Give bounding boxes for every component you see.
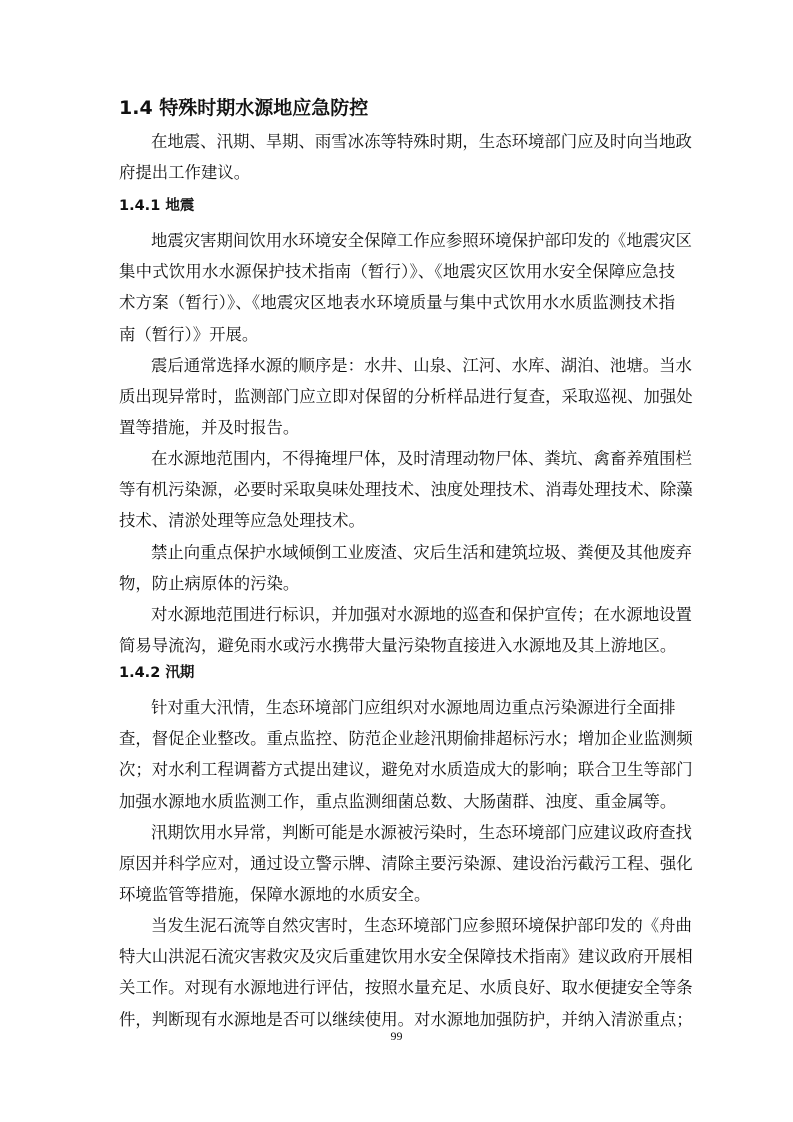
text-line: 质出现异常时，监测部门应立即对保留的分析样品进行复查，采取巡视、加强处	[119, 387, 693, 407]
text-line: 术方案（暂行）》、《地震灾区地表水环境质量与集中式饮用水水质监测技术指	[119, 293, 675, 313]
text-line: 技术、清淤处理等应急处理技术。	[119, 511, 365, 531]
text-line: 次；对水利工程调蓄方式提出建议，避免对水质造成大的影响；联合卫生等部门	[119, 760, 693, 780]
text-line: 集中式饮用水水源保护技术指南（暂行）》、《地震灾区饮用水安全保障应急技	[119, 262, 675, 282]
text-line: 对水源地范围进行标识，并加强对水源地的巡查和保护宣传；在水源地设置	[151, 605, 692, 624]
text-line: 简易导流沟，避免雨水或污水携带大量污染物直接进入水源地及其上游地区。	[119, 636, 677, 656]
subsection-heading-flood: 1.4.2 汛期	[119, 665, 195, 681]
text-line: 当发生泥石流等自然灾害时，生态环境部门应参照环境保护部印发的《舟曲	[151, 916, 692, 935]
paragraph	[119, 225, 692, 350]
text-line: 在地震、汛期、旱期、雨雪冰冻等特殊时期，生态环境部门应及时向当地政	[151, 132, 692, 151]
text-line: 府提出工作建议。	[119, 163, 251, 183]
text-line: 原因并科学应对，通过设立警示牌、清除主要污染源、建设治污截污工程、强化	[119, 854, 693, 874]
text-line: 震后通常选择水源的顺序是：水井、山泉、江河、水库、湖泊、池塘。当水	[151, 356, 692, 375]
text-line: 等有机污染源，必要时采取臭味处理技术、浊度处理技术、消毒处理技术、除藻	[119, 480, 693, 500]
paragraph	[119, 443, 693, 537]
text-line: 地震灾害期间饮用水环境安全保障工作应参照环境保护部印发的《地震灾区	[151, 231, 692, 250]
subsection-heading-earthquake: 1.4.1 地震	[119, 198, 195, 214]
page-number: 99	[390, 1029, 403, 1043]
text-line: 汛期饮用水异常，判断可能是水源被污染时，生态环境部门应建议政府查找	[151, 823, 692, 842]
paragraph	[119, 350, 693, 444]
text-line: 在水源地范围内，不得掩埋尸体，及时清理动物尸体、粪坑、禽畜养殖围栏	[151, 449, 692, 468]
text-line: 件，判断现有水源地是否可以继续使用。对水源地加强防护，并纳入清淤重点；	[119, 1009, 693, 1029]
paragraph	[119, 537, 692, 599]
intro-paragraph	[119, 126, 692, 188]
paragraph	[119, 692, 693, 817]
section-heading: 1.4 特殊时期水源地应急防控	[119, 97, 369, 119]
text-line: 特大山洪泥石流灾害救灾及灾后重建饮用水安全保障技术指南》建议政府开展相	[119, 947, 693, 967]
text-line: 加强水源地水质监测工作，重点监测细菌总数、大肠菌群、浊度、重金属等。	[119, 791, 677, 811]
text-line: 置等措施，并及时报告。	[119, 418, 300, 438]
text-line: 环境监管等措施，保障水源地的水质安全。	[119, 885, 431, 905]
paragraph	[119, 910, 693, 1035]
text-line: 物，防止病原体的污染。	[119, 574, 300, 594]
paragraph	[119, 599, 692, 661]
text-line: 关工作。对现有水源地进行评估，按照水量充足、水质良好、取水便捷安全等条	[119, 978, 693, 998]
text-line: 针对重大汛情，生态环境部门应组织对水源地周边重点污染源进行全面排	[151, 698, 676, 717]
text-line: 禁止向重点保护水域倾倒工业废渣、灾后生活和建筑垃圾、粪便及其他废弃	[151, 543, 692, 562]
text-line: 南（暂行）》开展。	[119, 324, 259, 344]
text-line: 查，督促企业整改。重点监控、防范企业趁汛期偷排超标污水；增加企业监测频	[119, 729, 693, 749]
paragraph	[119, 817, 693, 911]
